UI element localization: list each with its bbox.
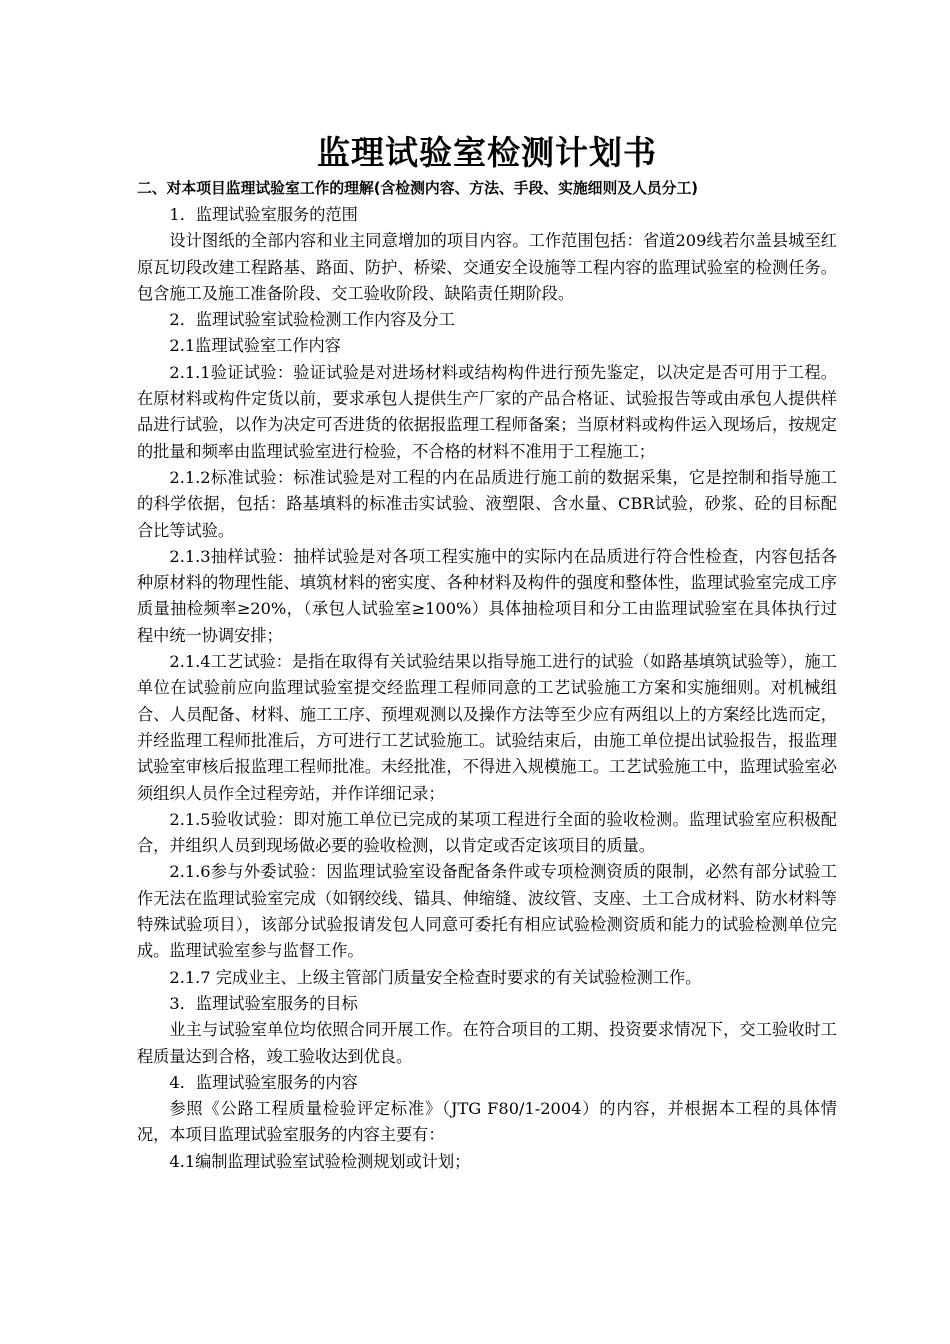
paragraph-sampling-test: 2.1.3抽样试验：抽样试验是对各项工程实施中的实际内在品质进行符合性检查，内容包括各种原材料的物理性能、填筑材料的密实度、各种材料及构件的强度和整体性，监理试验室完成工序质量抽检频率≥20%，（承包人试验室≥100%）具体抽检项目和分工由监理试验室在具体执行过程中统一协调安排；: [137, 546, 837, 645]
paragraph-work-heading: 2．监理试验室试验检测工作内容及分工: [169, 310, 455, 330]
paragraph-process-test: 2.1.4工艺试验：是指在取得有关试验结果以指导施工进行的试验（如路基填筑试验等），施工单位在试验前应向监理试验室提交经监理工程师同意的工艺试验施工方案和实施细则。对机械组合、人员配备、材料、施工工序、预埋观测以及操作方法等至少应有两组以上的方案经比选而定，并经监理工程师批准后，方可进行工艺试验施工。试验结束后，由施工单位提出试验报告，报监理试验室审核后报监理工程师批准。未经批准，不得进入规模施工。工艺试验施工中，监理试验室必须组织人员作全过程旁站，并作详细记录；: [137, 652, 837, 803]
paragraph-outsourced-test: 2.1.6参与外委试验：因监理试验室设备配备条件或专项检测资质的限制，必然有部分试验工作无法在监理试验室完成（如钢绞线、锚具、伸缩缝、波纹管、支座、土工合成材料、防水材料等特殊试验项目），该部分试验报请发包人同意可委托有相应试验检测资质和能力的试验检测单位完成。监理试验室参与监督工作。: [137, 862, 837, 961]
paragraph-content-heading: 4．监理试验室服务的内容: [169, 1072, 358, 1092]
paragraph-goal-heading: 3．监理试验室服务的目标: [169, 993, 358, 1013]
paragraph-acceptance-test: 2.1.5验收试验：即对施工单位已完成的某项工程进行全面的验收检测。监理试验室应积极配合，并组织人员到现场做必要的验收检测，以肯定或否定该项目的质量。: [137, 809, 837, 856]
paragraph-work-subheading: 2.1监理试验室工作内容: [169, 336, 341, 356]
paragraph-goal-body: 业主与试验室单位均依照合同开展工作。在符合项目的工期、投资要求情况下，交工验收时工程质量达到合格，竣工验收达到优良。: [137, 1020, 837, 1066]
paragraph-content-body: 参照《公路工程质量检验评定标准》（JTG F80/1-2004）的内容，并根据本工程的具体情况，本项目监理试验室服务的内容主要有：: [137, 1099, 837, 1145]
document-title: 监理试验室检测计划书: [317, 133, 657, 172]
paragraph-scope-heading: 1．监理试验室服务的范围: [169, 205, 358, 224]
document-body: [137, 130, 837, 1175]
section-heading: 二、对本项目监理试验室工作的理解(含检测内容、方法、手段、实施细则及人员分工): [137, 180, 699, 197]
paragraph-standard-test: 2.1.2标准试验：标准试验是对工程的内在品质进行施工前的数据采集，它是控制和指导施工的科学依据，包括：路基填料的标准击实试验、液塑限、含水量、CBR试验，砂浆、砼的目标配合比等试验。: [137, 467, 837, 540]
paragraph-inspection-support: 2.1.7 完成业主、上级主管部门质量安全检查时要求的有关试验检测工作。: [169, 967, 702, 987]
paragraph-verification-test: 2.1.1验证试验：验证试验是对进场材料或结构构件进行预先鉴定，以决定是否可用于工程。在原材料或构件定货以前，要求承包人提供生产厂家的产品合格证、试验报告等或由承包人提供样品进行试验，以作为决定可否进货的依据报监理工程师备案；当原材料或构件运入现场后，按规定的批量和频率由监理试验室进行检验，不合格的材料不准用于工程施工；: [137, 362, 837, 461]
paragraph-scope-body: 设计图纸的全部内容和业主同意增加的项目内容。工作范围包括：省道209线若尔盖县城至红原瓦切段改建工程路基、路面、防护、桥梁、交通安全设施等工程内容的监理试验室的检测任务。包含施工及施工准备阶段、交工验收阶段、缺陷责任期阶段。: [137, 231, 837, 303]
paragraph-plan-item: 4.1编制监理试验室试验检测规划或计划；: [169, 1151, 471, 1171]
